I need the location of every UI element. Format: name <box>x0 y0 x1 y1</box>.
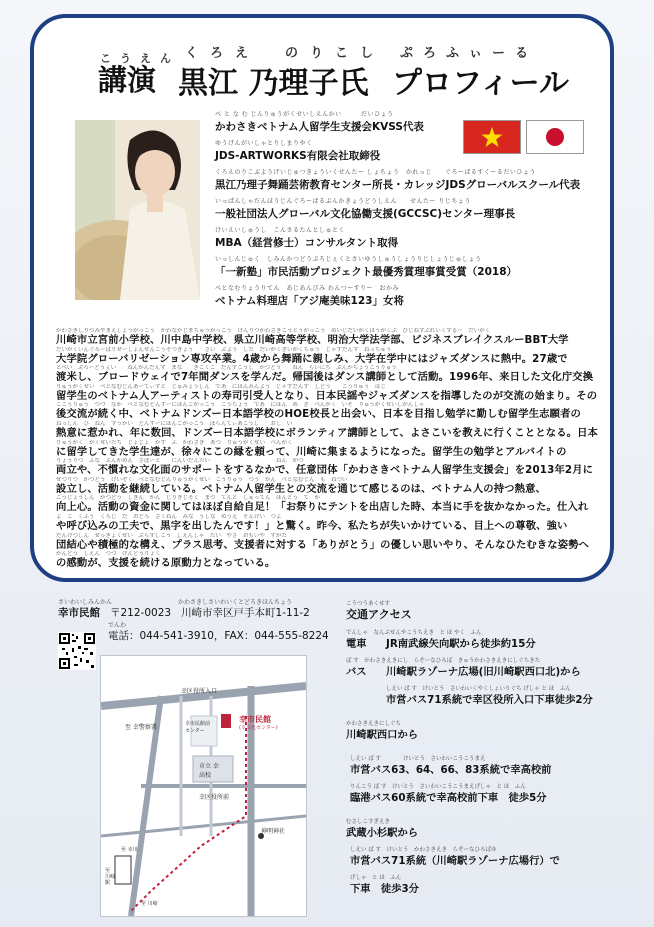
bio-line <box>56 328 598 347</box>
map-label-shrine: 神明神社 <box>261 828 286 835</box>
venue-address: 川崎市幸区戸手本町1-11-2 <box>181 607 310 619</box>
map-label-center: 幸市民館前 センター <box>185 721 211 734</box>
bio-ruby: だいがくいんぐろーばりぜーしょんせんこうそつぎょう さい ぶよう した だいがくざいがくちゅう じゃずだんす ねっちゅう <box>56 346 392 353</box>
access-item <box>346 685 636 706</box>
bio-ruby: だんけつしん せっきょくせい ぶらすしこう しえんしゃ たい やさ おもいや すがた <box>56 532 287 539</box>
role-text: 「一新塾」市民活動プロジェクト最優秀賞理事賞受賞（2018） <box>215 266 518 278</box>
bio-text: 後交流が続く中、ベトナムドンズー日本語学校のHOE校長と出会い、日本を目指し勉学に勤しむ留学生志願者の <box>56 408 581 421</box>
access-item <box>346 720 636 741</box>
role-text: 黒江乃理子舞踊芸術教育センター所長・カレッジJDSグローバルスクール代表 <box>215 179 581 191</box>
map-label-station: 至 川崎駅 <box>105 868 116 886</box>
postal-code: 〒212-0023 <box>110 607 172 619</box>
bio-text: 川崎市立宮前小学校、川中島中学校、県立川崎高等学校、明治大学法学部、ビジネスブレイクスルーBBT大学 <box>56 334 569 346</box>
role-item <box>215 284 605 313</box>
bio-ruby: かんどう しえん つづ げんどうりょく <box>56 551 161 558</box>
phone-fax: 電話：044-541-3910，FAX：044-555-8224 <box>108 630 329 642</box>
access-item <box>346 755 636 776</box>
map-label-school: 市立 幸高校 <box>199 763 219 779</box>
bio-line <box>56 495 598 514</box>
access-ruby: しえい ば す けいとう かわさきえき らぞーなひろばゆ <box>350 847 497 853</box>
access-text: 市営バス63、64、66、83系統で幸高校前 <box>350 764 552 776</box>
map-label-bottom-2: 至 川崎 <box>141 901 158 907</box>
role-text: MBA（経営修士）コンサルタント取得 <box>215 237 399 249</box>
role-ruby: くろえのりこぶようげいじゅつきょういくせんたー しょちょう かれっじ ぐろーばるすくーるだいひょう <box>215 169 536 176</box>
role-text: かわさきベトナム人留学生支援会KVSS代表 <box>215 121 424 133</box>
access-map[interactable] <box>100 655 307 917</box>
access-text: 市営バス71系統で幸区役所入口下車徒歩2分 <box>386 694 593 706</box>
access-item-bus <box>346 657 636 678</box>
bio-ruby: ごこうりゅう つづ なか べとなむどんずーにほんごがっこう こうちょう であ にほん め ざ べんがく いそ りゅうがくせいしがんしゃ <box>56 402 425 409</box>
access-label: バス <box>346 666 367 678</box>
bio-ruby: ねっしん ひ ねん すうかい どんずーにほんごがっこう ぼらんてぃあこうし おし い <box>56 420 293 427</box>
bio-text: 向上心。活動の資金に関してはほぼ自給自足！「お祭りにテントを出店した時、本当に手を抜かなかった。仕入れ <box>56 501 589 514</box>
bio-line <box>56 551 598 570</box>
title-profile: プロフィール <box>392 66 569 101</box>
bio-ruby: こうじょうしん かつどう しきん かん じりきじそく まつ てんと しゅってん ほんとう て か <box>56 495 321 502</box>
map-label-civic-hall-sub: (幸文化センター) <box>239 725 278 731</box>
bio-line <box>56 533 598 552</box>
access-text: 武蔵小杉駅から <box>346 827 419 839</box>
access-ruby: かわさきえきにしぐち <box>346 721 402 727</box>
bio-text: 熱意に惹かれ、年に数回、ドンズー日本語学校にボランティア講師として、よさこいを教えに行くこととなる。日本 <box>56 426 598 439</box>
access-item <box>346 818 636 839</box>
bio-line <box>56 347 598 366</box>
access-text: JR南武線矢向駅から徒歩約15分 <box>386 638 536 650</box>
access-item <box>346 874 636 895</box>
phone-ruby: でんわ <box>108 622 127 629</box>
map-label-ward-office-front: 幸区役所前 <box>199 794 230 801</box>
role-item <box>215 139 605 168</box>
access-text: 川崎駅西口から <box>346 729 419 741</box>
access-ruby: むさしこすぎえき <box>346 819 391 825</box>
bio-line <box>56 477 598 496</box>
bio-text: 大学院グローバリゼーション専攻卒業。4歳から舞踊に親しみ、大学在学中にはジャズダンスに熱中。27歳で <box>56 352 568 365</box>
access-text: 下車 徒歩3分 <box>350 883 419 895</box>
access-text: 川崎駅ラゾーナ広場(旧川崎駅西口北)から <box>386 666 581 678</box>
bio-ruby: りょうりつ ふな ぶんかめん さぽーと にんいだんたい ねん がつ <box>56 458 304 465</box>
role-item <box>215 226 605 255</box>
map-label-ward-office: 幸区役所入口 <box>181 688 218 695</box>
role-item <box>215 197 605 226</box>
bio-ruby: よ こ くふう くろじ だ おどろ さくねん みな うしな めうえ そんけい つよ <box>56 513 282 520</box>
bio-line <box>56 402 598 421</box>
access-ruby: しえい ば す けいとう さいわいくやくしょいりぐち げしゃ と ほ ふん <box>386 686 571 692</box>
ruby-name: くろえ のりこし <box>185 46 386 61</box>
bio-text: や呼び込みの工夫で、黒字を出したんです！」と驚く。昨今、私たちが失いかけている、目上への尊敬、強い <box>56 519 568 532</box>
bio-text: 設立し、活動を継続している。ベトナム人留学生との交流を通じて感じるのは、ベトナム人の持つ熱意、 <box>56 482 546 495</box>
role-item <box>215 110 605 139</box>
bio-line <box>56 514 598 533</box>
access-title: 交通アクセス <box>346 608 412 621</box>
map-label-police: 至 幸警察署 <box>125 724 157 731</box>
venue-info <box>58 598 329 643</box>
access-item-train <box>346 629 636 650</box>
role-text: ベトナム料理店「アジ庵美味123」女将 <box>215 295 404 307</box>
venue-name: 幸市民館 <box>58 607 100 619</box>
map-label-civic-hall: 幸市民館 <box>239 715 271 724</box>
bio-ruby: かわさきしりつみやまえしょうがっこう かわなかじまちゅうがっこう けんりつかわさきこうとうがっこう めいじだいがくほうがくぶ びじねすぶれいくするー だいがく <box>56 328 491 334</box>
bio-text: 団結心や積極的な構え、プラス思考、支援者に対する「ありがとう」の優しい思いやり、そんなひたむきな姿勢へ <box>56 538 590 551</box>
bio-ruby: とべい ぶろーどうぇい ねんかんだんす まな きこくご だんすこうし かつどう ねん らいにち ぶんかちょうこうりゅう <box>56 365 397 372</box>
access-info <box>346 600 636 895</box>
access-label: 電車 <box>346 638 367 650</box>
role-ruby: いっぱんしゃだんほうじんぐろーばるぶんかきょうどうしえん せんたー りじちょう <box>215 198 471 205</box>
ruby-profile: ぷろふぃーる <box>400 46 539 61</box>
address-ruby: かわさきしさいわいくとどろきほんちょう <box>178 599 293 606</box>
bio-line <box>56 384 598 403</box>
bio-line <box>56 458 598 477</box>
speaker-photo <box>75 120 200 300</box>
access-ruby: でんしゃ なんぶせんやこうちえき と ほ やく ふん <box>346 630 482 636</box>
role-ruby: べとなむりょうりてん あじあんびみ わんつーすりー おかみ <box>215 285 399 292</box>
role-ruby: けいえいしゅうし こんさるたんとしゅとく <box>215 227 346 234</box>
access-text: 市営バス71系統（川崎駅ラゾーナ広場行）で <box>350 855 560 867</box>
bio-text: に留学してきた学生達が、徐々にこの縁を頼って、川崎に集まるようになった。留学生の勉学とアルバイトの <box>56 445 567 458</box>
access-text: 臨港バス60系統で幸高校前下車 徒歩5分 <box>350 792 547 804</box>
bio-line <box>56 421 598 440</box>
bio-text: の感動が、支援を続ける原動力となっている。 <box>56 557 276 570</box>
title-koen: 講演 <box>98 63 157 97</box>
access-ruby: りんこう ば す けいとう さいわいこうこうまえげしゃ と ほ ふん <box>350 784 526 790</box>
access-title-ruby: こうつうあくせす <box>346 601 391 607</box>
bio-line <box>56 365 598 384</box>
role-text: 一般社団法人グローバル文化協働支援(GCCSC)センター理事長 <box>215 208 516 220</box>
role-ruby: ゆうげんがいしゃとりしまりやく <box>215 140 313 147</box>
venue-ruby: さいわいしみんかん <box>58 599 113 606</box>
access-item <box>346 783 636 804</box>
bio-ruby: りゅうがく がくせいたち じょじょ かず ふ かわさき あつ りゅうがくせい べんがく <box>56 439 293 446</box>
roles-list <box>215 110 605 313</box>
role-ruby: べ と な む じんりゅうがくせいしえんかい だいひょう <box>215 111 394 118</box>
access-ruby: ば す かわさきえきにし らぞーなひろば きゅうかわさきえきにしぐちきた <box>346 658 541 664</box>
role-item <box>215 168 605 197</box>
map-label-bottom-1: 至 幸川 <box>121 847 138 853</box>
bio-text: 両立や、不慣れな文化面のサポートをするなかで、任意団体「かわさきベトナム人留学生支援会」を2013年2月に <box>56 464 594 477</box>
access-ruby: げしゃ と ほ ふん <box>350 875 402 881</box>
title-name: 黒江 乃理子氏 <box>178 66 369 101</box>
bio-ruby: りゅうがくせい べとなむじんあーてぃすと じゅみょうしん であ にほんみんよう じゃずだんす しどう こうりゅう はじ <box>56 383 386 390</box>
access-item <box>346 846 636 867</box>
ruby-koen: こうえん <box>100 52 180 65</box>
role-text: JDS-ARTWORKS有限会社取締役 <box>215 150 381 162</box>
bio-ruby: せつりつ かつどう けいぞく べとなむじんりゅうがくせい こうりゅう つう かん べとなむじん も ねつい <box>56 476 348 483</box>
role-ruby: いっしんじゅく しみんかつどうぷろじぇくとさいゆうしゅうしょうりじしょうじゅしょう <box>215 256 482 263</box>
bio-text: 留学生のベトナム人アーティストの寿司引受人となり、日本民謡やジャズダンスを指導したのが交流の始まり。その <box>56 389 598 402</box>
role-item <box>215 255 605 284</box>
bio-text: 渡米し、ブロードウェイで7年間ダンスを学んだ。帰国後はダンス講師として活動。1996年、来日した文化庁交換 <box>56 371 594 384</box>
venue-row <box>58 607 318 620</box>
biography <box>56 328 598 570</box>
bio-line <box>56 440 598 459</box>
qr-code[interactable] <box>58 632 96 670</box>
access-ruby: しえい ば す けいとう さいわいこうこうまえ <box>350 756 486 762</box>
